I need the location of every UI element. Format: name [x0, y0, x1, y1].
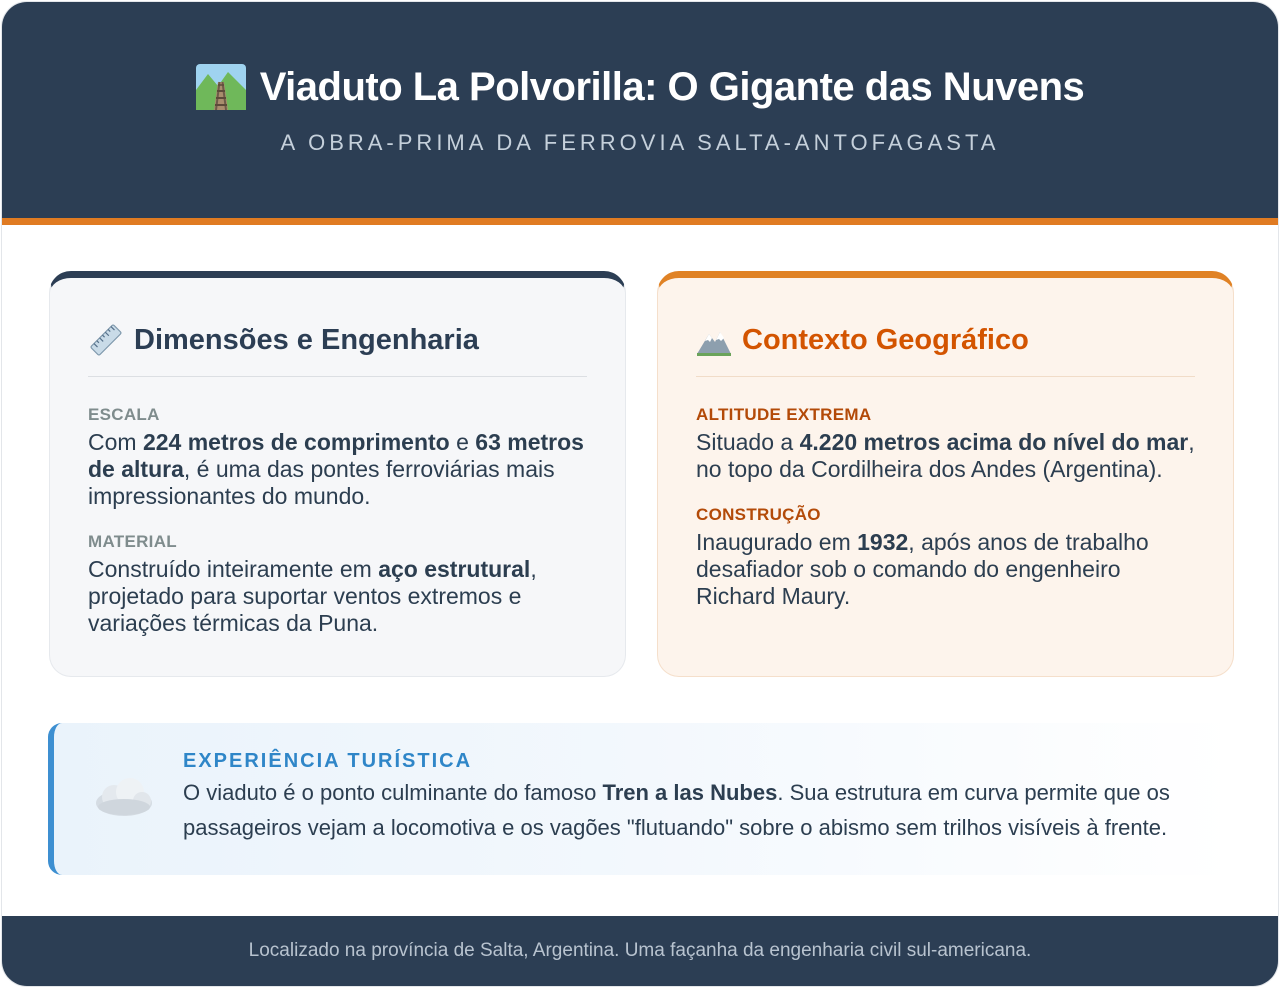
tourism-label: EXPERIÊNCIA TURÍSTICA	[183, 750, 473, 772]
footer	[2, 916, 1278, 986]
title-row	[2, 64, 1278, 110]
tourism-banner	[48, 723, 1234, 875]
altitude-label: ALTITUDE EXTREMA	[696, 405, 872, 424]
footer-text: Localizado na província de Salta, Argentina. Uma façanha da engenharia civil sul-americana.	[248, 940, 1032, 961]
infographic-frame	[1, 1, 1279, 987]
header	[2, 2, 1278, 225]
construction-text: Inaugurado em 1932, após anos de trabalho desafiador sob o comando do engenheiro Richard Maury.	[696, 529, 1149, 609]
page-title: Viaduto La Polvorilla: O Gigante das Nuvens	[259, 64, 1085, 109]
scale-text: Com 224 metros de comprimento e 63 metros de altura, é uma das pontes ferroviárias mais impressionantes do mundo.	[88, 429, 584, 509]
geography-card-title: Contexto Geográfico	[742, 323, 1029, 356]
material-text: Construído inteiramente em aço estrutural, projetado para suportar ventos extremos e variações térmicas da Puna.	[88, 556, 537, 636]
railway-track-icon	[196, 64, 246, 110]
scale-label: ESCALA	[88, 405, 160, 424]
construction-label: CONSTRUÇÃO	[696, 505, 821, 524]
geography-card	[657, 271, 1234, 677]
mountain-icon	[696, 322, 732, 358]
engineering-card	[49, 271, 626, 677]
cloud-icon	[92, 773, 156, 821]
altitude-text: Situado a 4.220 metros acima do nível do mar, no topo da Cordilheira dos Andes (Argentina).	[696, 429, 1195, 482]
engineering-card-header	[88, 322, 587, 377]
material-label: MATERIAL	[88, 532, 177, 551]
engineering-card-title: Dimensões e Engenharia	[134, 323, 479, 356]
geography-card-header	[696, 322, 1195, 377]
page-subtitle: A OBRA-PRIMA DA FERROVIA SALTA-ANTOFAGASTA	[280, 130, 1000, 155]
tourism-text: O viaduto é o ponto culminante do famoso Tren a las Nubes. Sua estrutura em curva permite que os passageiros vejam a locomotiva e os vagões "flutuando" sobre o abismo sem trilhos visíveis à frente.	[183, 780, 1170, 840]
ruler-icon	[88, 322, 124, 358]
